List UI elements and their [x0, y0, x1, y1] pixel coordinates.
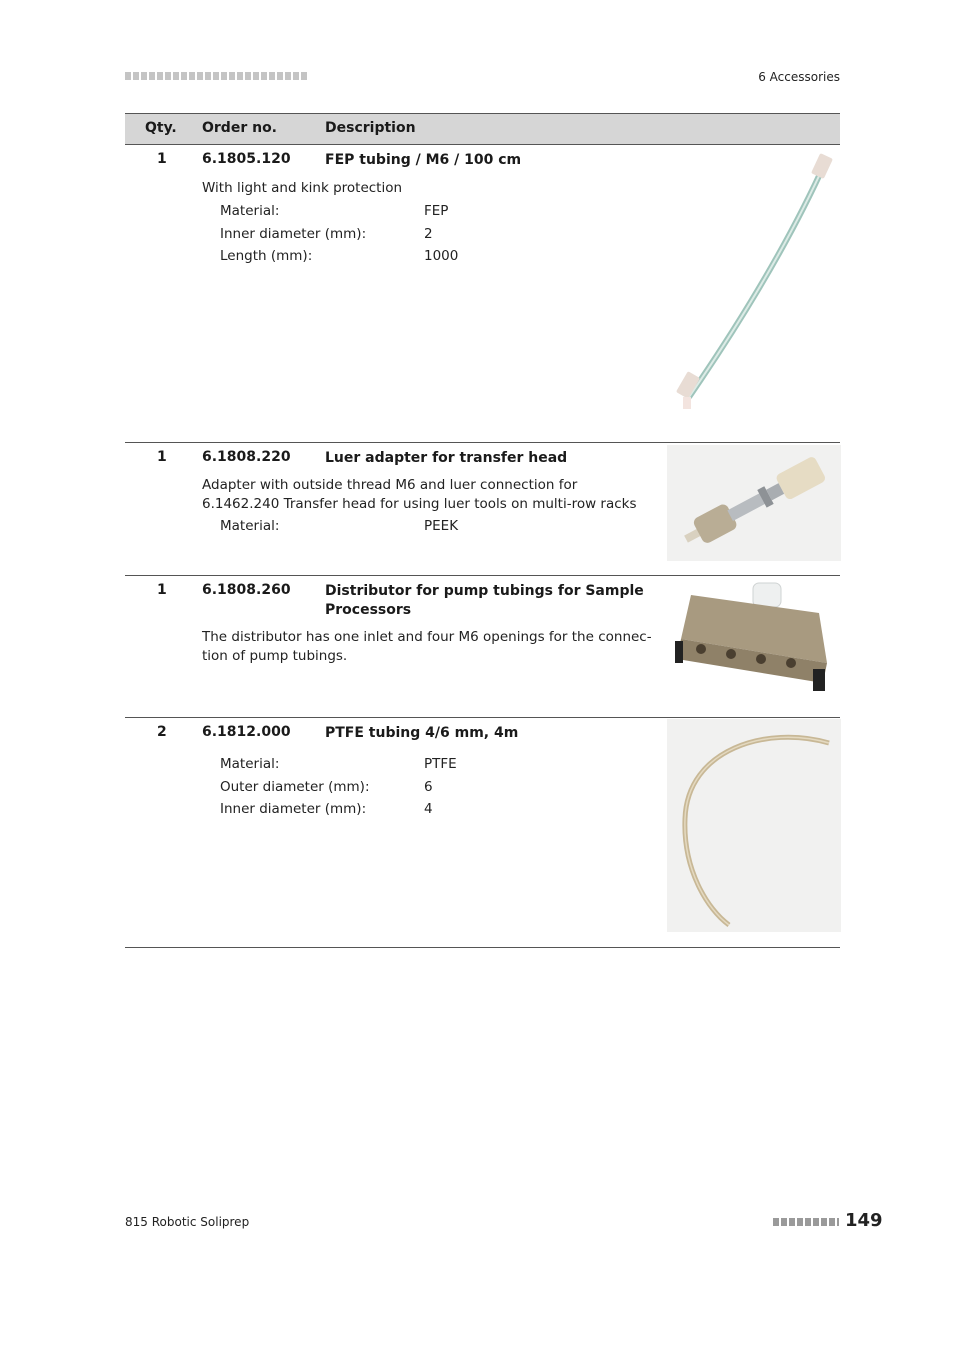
qty-cell: 1 [157, 582, 167, 598]
spec-label: Outer diameter (mm): [220, 778, 370, 795]
qty-cell: 1 [157, 449, 167, 465]
accessories-table [125, 113, 840, 948]
spec-value: 2 [424, 225, 433, 242]
table-row [125, 443, 840, 576]
order-number-cell: 6.1808.260 [202, 582, 291, 598]
table-row [125, 145, 840, 443]
spec-value: FEP [424, 203, 449, 219]
spec-row [220, 200, 458, 223]
spec-row [220, 798, 457, 821]
product-photo-luer-adapter [667, 445, 841, 561]
product-description: With light and kink protection [202, 180, 403, 196]
document-title: 815 Robotic Soliprep [125, 1215, 250, 1229]
spec-label: Material: [220, 756, 280, 772]
spec-list [220, 200, 458, 268]
chapter-title: 6 Accessories [758, 70, 840, 84]
order-number-cell: 6.1812.000 [202, 724, 291, 740]
spec-label: Inner diameter (mm): [220, 225, 367, 242]
spec-row [220, 515, 458, 538]
spec-label: Inner diameter (mm): [220, 801, 367, 817]
qty-cell: 1 [157, 151, 167, 167]
spec-value: PTFE [424, 756, 457, 772]
product-photo-distributor [667, 579, 841, 701]
product-title: FEP tubing / M6 / 100 cm [325, 152, 522, 168]
order-number-cell: 6.1808.220 [202, 449, 291, 465]
table-row [125, 718, 840, 948]
table-header [125, 113, 840, 145]
column-header-qty: Qty. [145, 120, 177, 136]
spec-label: Length (mm): [220, 248, 313, 264]
page-number: 149 [845, 1210, 883, 1231]
spec-value: 1000 [424, 248, 459, 264]
spec-label: Material: [220, 518, 280, 534]
footer-decoration [773, 1218, 839, 1226]
column-header-description: Description [325, 120, 416, 136]
spec-row [220, 753, 457, 776]
product-title: PTFE tubing 4/6 mm, 4m [325, 725, 519, 741]
column-header-order-no: Order no. [202, 120, 278, 136]
product-photo-ptfe-tubing [667, 719, 841, 932]
qty-cell: 2 [157, 724, 167, 740]
table-row [125, 576, 840, 718]
product-photo-fep-tubing [667, 149, 840, 421]
spec-list [220, 515, 458, 538]
spec-value: 4 [424, 801, 433, 817]
product-title: Distributor for pump tubings for Sample Processors [325, 583, 644, 618]
spec-row [220, 223, 458, 246]
spec-list [220, 753, 457, 821]
product-description: The distributor has one inlet and four M6 openings for the connec-tion of pump tubings. [202, 629, 652, 664]
product-title: Luer adapter for transfer head [325, 450, 568, 466]
spec-row [220, 245, 458, 268]
spec-value: 6 [424, 778, 433, 795]
order-number-cell: 6.1805.120 [202, 151, 291, 167]
header-decoration [125, 72, 307, 80]
spec-row [220, 776, 457, 799]
spec-label: Material: [220, 203, 280, 219]
spec-value: PEEK [424, 518, 459, 534]
product-description: Adapter with outside thread M6 and luer connection for 6.1462.240 Transfer head for using luer tools on multi-row racks [202, 477, 637, 512]
